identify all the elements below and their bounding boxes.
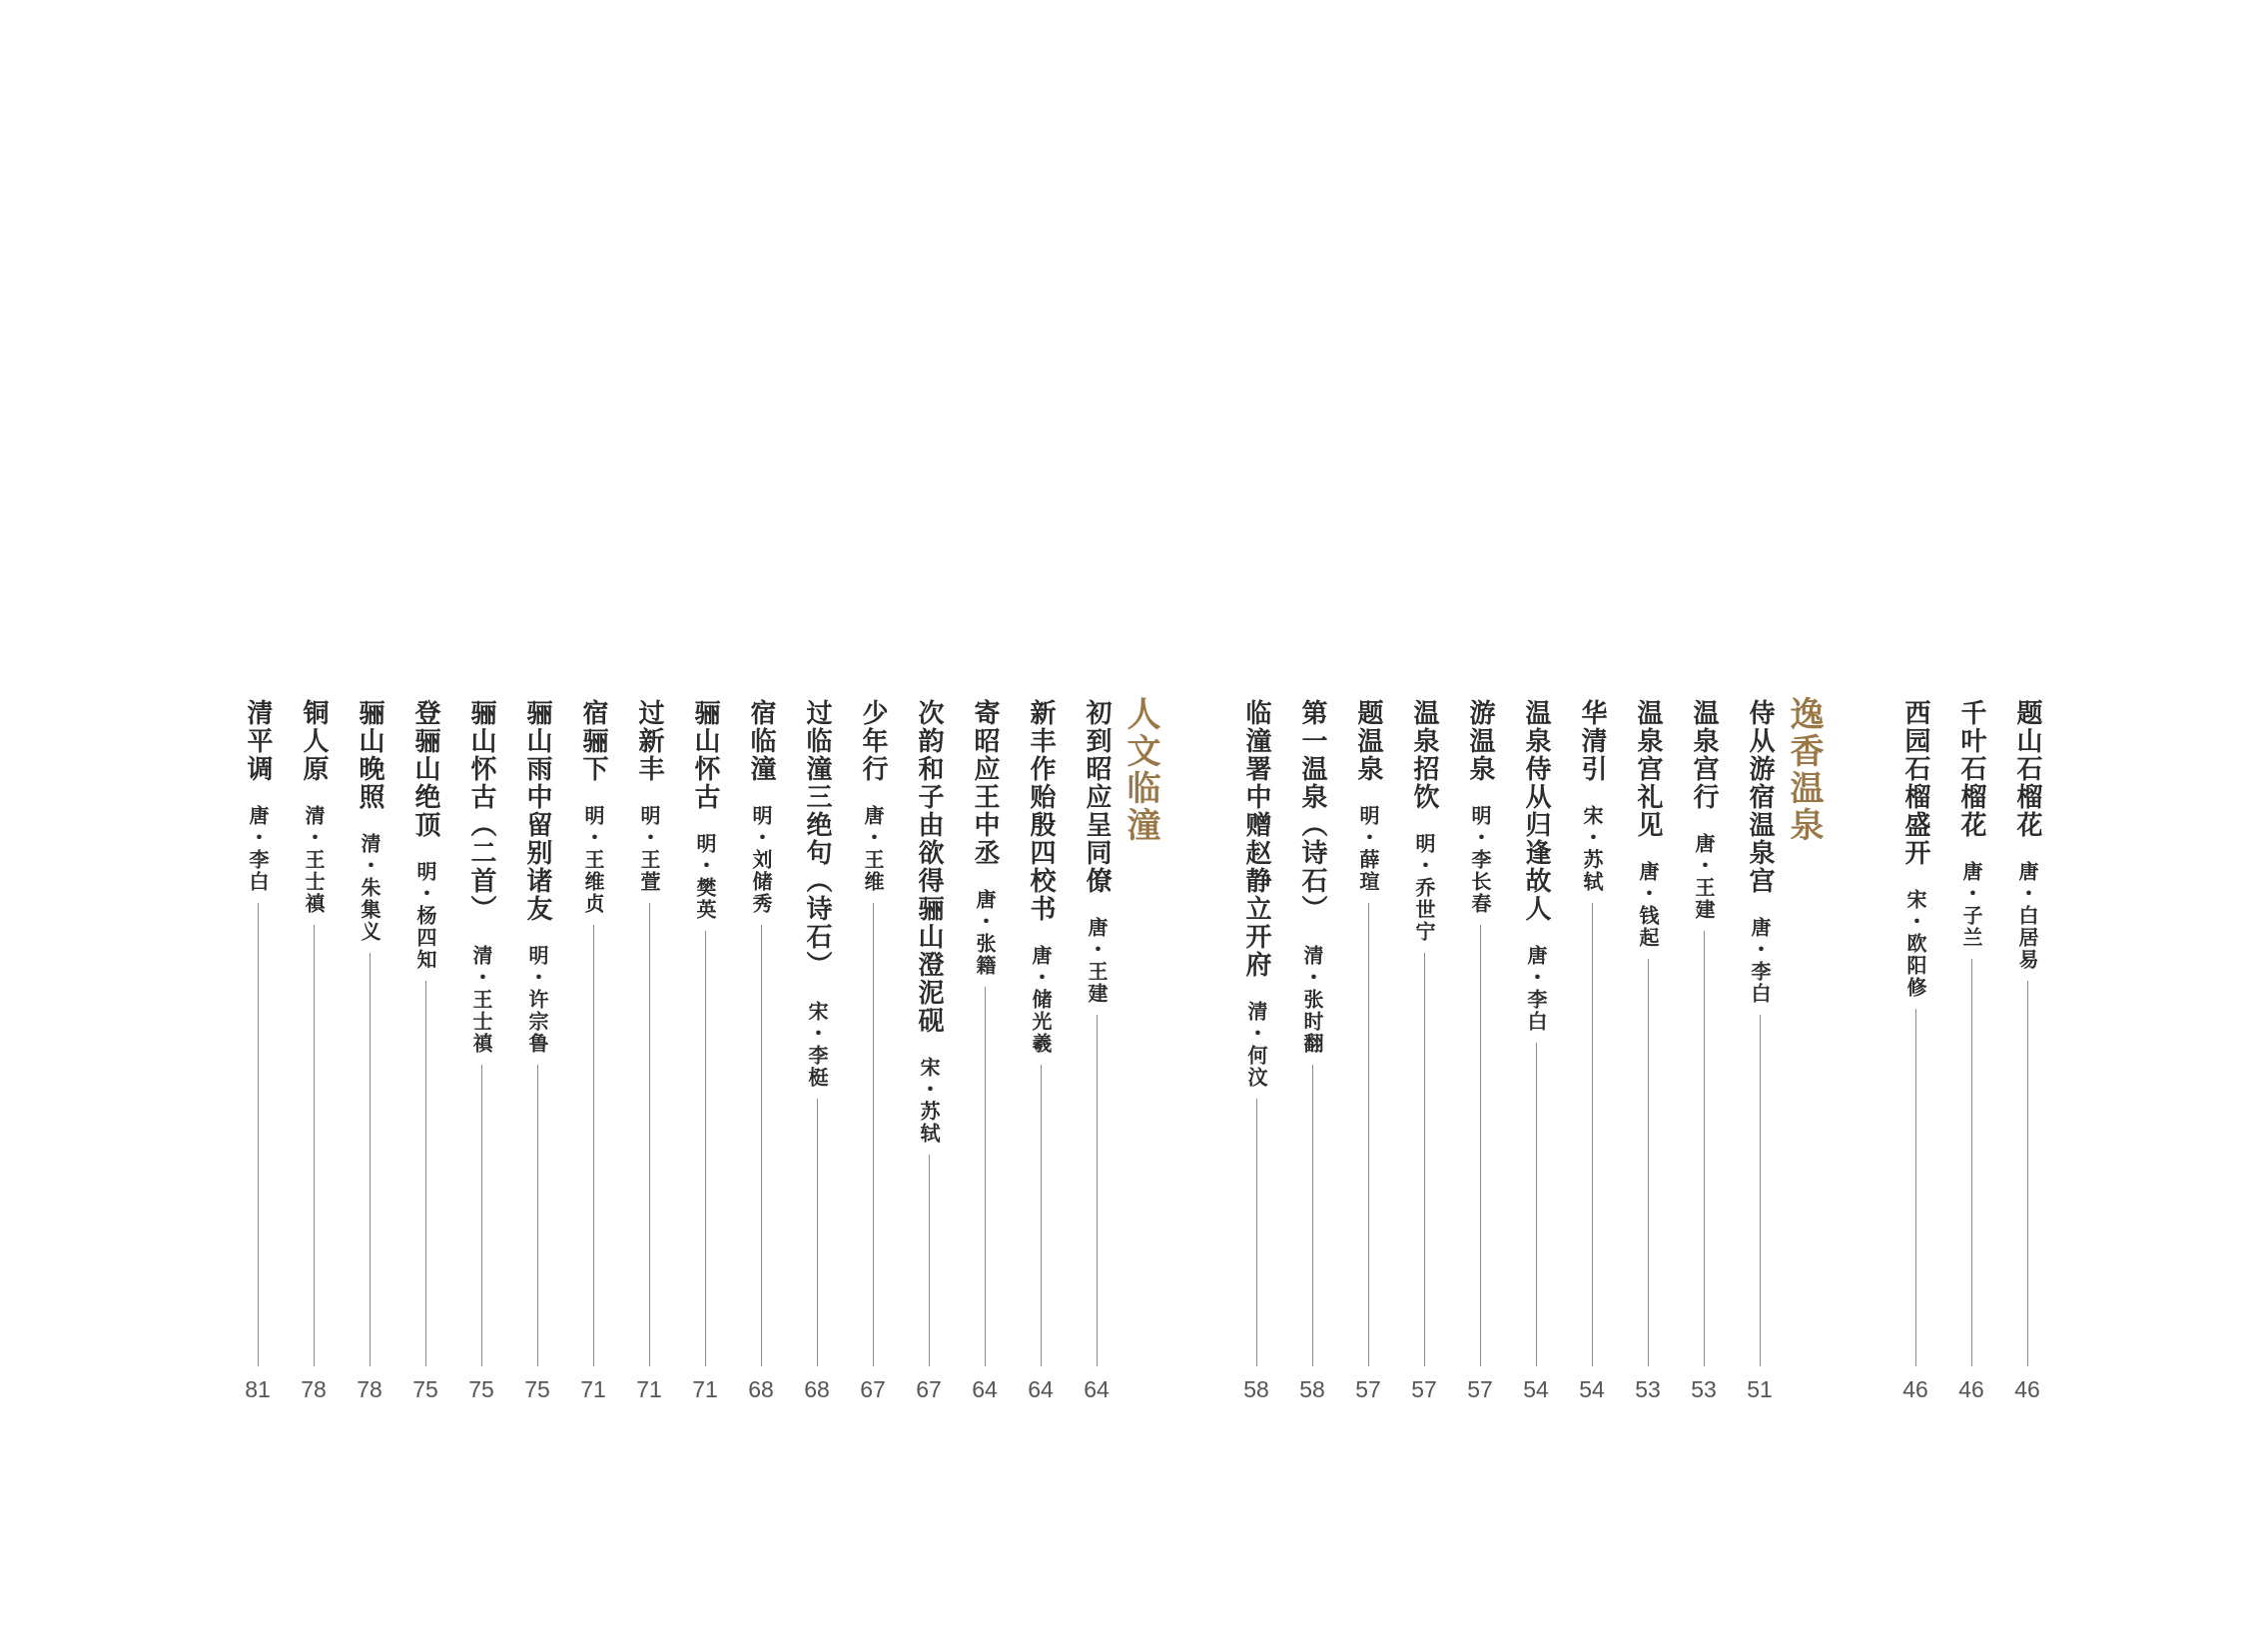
leader-line xyxy=(1704,931,1705,1366)
leader-line xyxy=(1041,1065,1042,1366)
toc-entry[interactable] xyxy=(2003,699,2051,1418)
section-heading xyxy=(1780,696,1828,844)
toc-entry-text xyxy=(1400,699,1448,1366)
leader-line xyxy=(537,1065,538,1366)
toc-entry-text xyxy=(1947,699,1995,1366)
toc-entry-text xyxy=(737,699,785,1366)
poem-author: 明・樊英 xyxy=(693,833,717,921)
leader-line xyxy=(1424,953,1425,1366)
page-number: 78 xyxy=(301,1376,327,1402)
toc-entry-text xyxy=(290,699,338,1366)
poem-author: 唐・白居易 xyxy=(2015,861,2039,971)
poem-title: 温泉侍从归逢故人 xyxy=(1521,699,1551,923)
poem-title: 临潼署中赠赵静立开府 xyxy=(1241,699,1271,979)
leader-line xyxy=(2027,981,2028,1366)
leader-line xyxy=(817,1099,818,1366)
page-number: 67 xyxy=(860,1376,886,1402)
toc-entry[interactable] xyxy=(1624,699,1672,1418)
page-number: 64 xyxy=(972,1376,998,1402)
toc-entry[interactable] xyxy=(290,699,338,1418)
poem-author: 唐・王建 xyxy=(1692,833,1716,921)
poem-title: 过新丰 xyxy=(634,699,664,783)
poem-author: 明・杨四知 xyxy=(413,861,437,971)
toc-entry-text xyxy=(234,699,282,1366)
toc-entry[interactable] xyxy=(401,699,449,1418)
page-number: 71 xyxy=(692,1376,718,1402)
toc-entry[interactable] xyxy=(1947,699,1995,1418)
page-number: 78 xyxy=(357,1376,382,1402)
leader-line xyxy=(370,953,371,1366)
toc-entry[interactable] xyxy=(1568,699,1616,1418)
toc-entry-text xyxy=(1680,699,1728,1366)
leader-line xyxy=(314,925,315,1366)
poem-title: 铜人原 xyxy=(299,699,329,783)
toc-entry[interactable] xyxy=(1891,699,1939,1418)
poem-title: 少年行 xyxy=(858,699,888,783)
poem-author: 明・刘储秀 xyxy=(749,805,773,915)
section-heading-label: 逸香温泉 xyxy=(1784,696,1824,844)
page-number: 75 xyxy=(412,1376,438,1402)
poem-author: 唐・子兰 xyxy=(1959,861,1983,949)
poem-title: 千叶石榴花 xyxy=(1956,699,1986,839)
poem-title: 华清引 xyxy=(1577,699,1607,783)
toc-entry-text xyxy=(1512,699,1560,1366)
toc-entry[interactable] xyxy=(346,699,393,1418)
leader-line xyxy=(1480,925,1481,1366)
toc-entry-text xyxy=(1736,699,1784,1366)
toc-entry[interactable] xyxy=(1344,699,1392,1418)
poem-title: 新丰作贻殷四校书 xyxy=(1026,699,1056,923)
poem-author: 唐・王维 xyxy=(861,805,885,893)
poem-author: 清・张时翻 xyxy=(1300,945,1324,1055)
leader-line xyxy=(1536,1043,1537,1366)
toc-entry[interactable] xyxy=(1400,699,1448,1418)
toc-entry-text xyxy=(1568,699,1616,1366)
toc-entry[interactable] xyxy=(625,699,673,1418)
poem-author: 清・朱集义 xyxy=(358,833,381,943)
page-number: 53 xyxy=(1691,1376,1717,1402)
poem-title: 侍从游宿温泉宫 xyxy=(1745,699,1775,895)
toc-entry[interactable] xyxy=(681,699,729,1418)
poem-title: 题温泉 xyxy=(1353,699,1383,783)
toc-entry[interactable] xyxy=(1512,699,1560,1418)
poem-author: 明・李长春 xyxy=(1468,805,1492,915)
poem-author: 宋・苏轼 xyxy=(917,1057,941,1145)
page-number: 81 xyxy=(245,1376,271,1402)
poem-author: 唐・王建 xyxy=(1085,917,1109,1005)
page-number: 58 xyxy=(1243,1376,1269,1402)
toc-entry-text xyxy=(513,699,561,1366)
poem-title: 骊山怀古（二首） xyxy=(466,699,496,923)
poem-author: 唐・李白 xyxy=(246,805,270,893)
toc-entry-text xyxy=(961,699,1009,1366)
toc-entry[interactable] xyxy=(961,699,1009,1418)
poem-title: 宿临潼 xyxy=(746,699,776,783)
poem-author: 明・许宗鲁 xyxy=(525,945,549,1055)
poem-author: 宋・李梃 xyxy=(805,1001,829,1089)
toc-entry[interactable] xyxy=(1073,699,1121,1418)
toc-entry-text xyxy=(346,699,393,1366)
page-number: 58 xyxy=(1299,1376,1325,1402)
section-heading-label: 人文临潼 xyxy=(1121,696,1160,844)
poem-author: 唐・储光羲 xyxy=(1029,945,1053,1055)
toc-entry-text xyxy=(569,699,617,1366)
leader-line xyxy=(1256,1099,1257,1366)
toc-entry[interactable] xyxy=(1736,699,1784,1418)
poem-title: 过临潼三绝句（诗石） xyxy=(802,699,832,979)
leader-line xyxy=(761,925,762,1366)
toc-entry-text xyxy=(1624,699,1672,1366)
toc-entry-text xyxy=(457,699,505,1366)
poem-author: 唐・李白 xyxy=(1748,917,1772,1005)
leader-line xyxy=(649,903,650,1366)
toc-entry-text xyxy=(1288,699,1336,1366)
toc-entry[interactable] xyxy=(1288,699,1336,1418)
toc-entry-text xyxy=(1891,699,1939,1366)
poem-title: 温泉宫礼见 xyxy=(1633,699,1663,839)
poem-title: 清平调 xyxy=(243,699,273,783)
poem-title: 初到昭应呈同僚 xyxy=(1082,699,1112,895)
poem-author: 清・王士禛 xyxy=(302,805,326,915)
page-number: 53 xyxy=(1635,1376,1661,1402)
page-number: 71 xyxy=(580,1376,606,1402)
toc-entry-text xyxy=(849,699,897,1366)
toc-entry[interactable] xyxy=(234,699,282,1418)
poem-title: 寄昭应王中丞 xyxy=(970,699,1000,867)
poem-title: 骊山雨中留别诸友 xyxy=(522,699,552,923)
leader-line xyxy=(1312,1065,1313,1366)
poem-author: 明・王萱 xyxy=(637,805,661,893)
page-number: 54 xyxy=(1523,1376,1549,1402)
poem-author: 明・王维贞 xyxy=(581,805,605,915)
poem-author: 明・薛瑄 xyxy=(1356,805,1380,893)
page-number: 57 xyxy=(1467,1376,1493,1402)
poem-author: 宋・欧阳修 xyxy=(1903,889,1927,999)
toc-entry-text xyxy=(1456,699,1504,1366)
page-number: 71 xyxy=(636,1376,662,1402)
toc-entry-text xyxy=(905,699,953,1366)
toc-entry[interactable] xyxy=(905,699,953,1418)
leader-line xyxy=(1915,1009,1916,1366)
poem-author: 唐・李白 xyxy=(1524,945,1548,1033)
poem-title: 温泉宫行 xyxy=(1689,699,1719,811)
leader-line xyxy=(1760,1015,1761,1366)
leader-line xyxy=(1971,959,1972,1366)
leader-line xyxy=(1368,903,1369,1366)
leader-line xyxy=(705,931,706,1366)
poem-title: 登骊山绝顶 xyxy=(410,699,440,839)
poem-title: 宿骊下 xyxy=(578,699,608,783)
toc-entry[interactable] xyxy=(457,699,505,1418)
toc-entry-text xyxy=(1073,699,1121,1366)
page-number: 64 xyxy=(1028,1376,1054,1402)
leader-line xyxy=(258,903,259,1366)
leader-line xyxy=(1592,903,1593,1366)
page-number: 46 xyxy=(2014,1376,2040,1402)
toc-entry[interactable] xyxy=(1456,699,1504,1418)
page-number: 51 xyxy=(1747,1376,1773,1402)
section-heading xyxy=(1117,696,1164,844)
toc-entry[interactable] xyxy=(1680,699,1728,1418)
toc-entry[interactable] xyxy=(1232,699,1280,1418)
page-number: 54 xyxy=(1579,1376,1605,1402)
leader-line xyxy=(929,1155,930,1366)
toc-entry-text xyxy=(1017,699,1065,1366)
poem-author: 明・乔世宁 xyxy=(1412,833,1436,943)
toc-entry-text xyxy=(401,699,449,1366)
leader-line xyxy=(1097,1015,1098,1366)
toc-entry-text xyxy=(2003,699,2051,1366)
page-number: 57 xyxy=(1355,1376,1381,1402)
leader-line xyxy=(425,981,426,1366)
toc-entry-text xyxy=(681,699,729,1366)
poem-title: 游温泉 xyxy=(1465,699,1495,783)
toc-entry-text xyxy=(793,699,841,1366)
page-number: 46 xyxy=(1958,1376,1984,1402)
poem-author: 宋・苏轼 xyxy=(1580,805,1604,893)
toc-entry[interactable] xyxy=(513,699,561,1418)
leader-line xyxy=(985,987,986,1366)
toc-entry-text xyxy=(625,699,673,1366)
leader-line xyxy=(593,925,594,1366)
page-number: 75 xyxy=(468,1376,494,1402)
poem-author: 清・王士禛 xyxy=(469,945,493,1055)
poem-title: 骊山怀古 xyxy=(690,699,720,811)
page-number: 68 xyxy=(748,1376,774,1402)
poem-author: 唐・钱起 xyxy=(1636,861,1660,949)
poem-title: 西园石榴盛开 xyxy=(1900,699,1930,867)
page-number: 68 xyxy=(804,1376,830,1402)
toc-entry[interactable] xyxy=(849,699,897,1418)
poem-title: 次韵和子由欲得骊山澄泥砚 xyxy=(914,699,944,1035)
toc-entry[interactable] xyxy=(569,699,617,1418)
poem-title: 骊山晚照 xyxy=(355,699,384,811)
toc-entry[interactable] xyxy=(793,699,841,1418)
page-number: 57 xyxy=(1411,1376,1437,1402)
page-number: 75 xyxy=(524,1376,550,1402)
poem-title: 第一温泉（诗石） xyxy=(1297,699,1327,923)
toc-entry[interactable] xyxy=(1017,699,1065,1418)
poem-author: 唐・张籍 xyxy=(973,889,997,977)
toc-entry-text xyxy=(1232,699,1280,1366)
toc-entry[interactable] xyxy=(737,699,785,1418)
poem-title: 温泉招饮 xyxy=(1409,699,1439,811)
toc-entry-text xyxy=(1344,699,1392,1366)
leader-line xyxy=(873,903,874,1366)
leader-line xyxy=(1648,959,1649,1366)
poem-title: 题山石榴花 xyxy=(2012,699,2042,839)
page-number: 46 xyxy=(1902,1376,1928,1402)
page-number: 64 xyxy=(1084,1376,1110,1402)
poem-author: 清・何汶 xyxy=(1244,1001,1268,1089)
leader-line xyxy=(481,1065,482,1366)
page-number: 67 xyxy=(916,1376,942,1402)
